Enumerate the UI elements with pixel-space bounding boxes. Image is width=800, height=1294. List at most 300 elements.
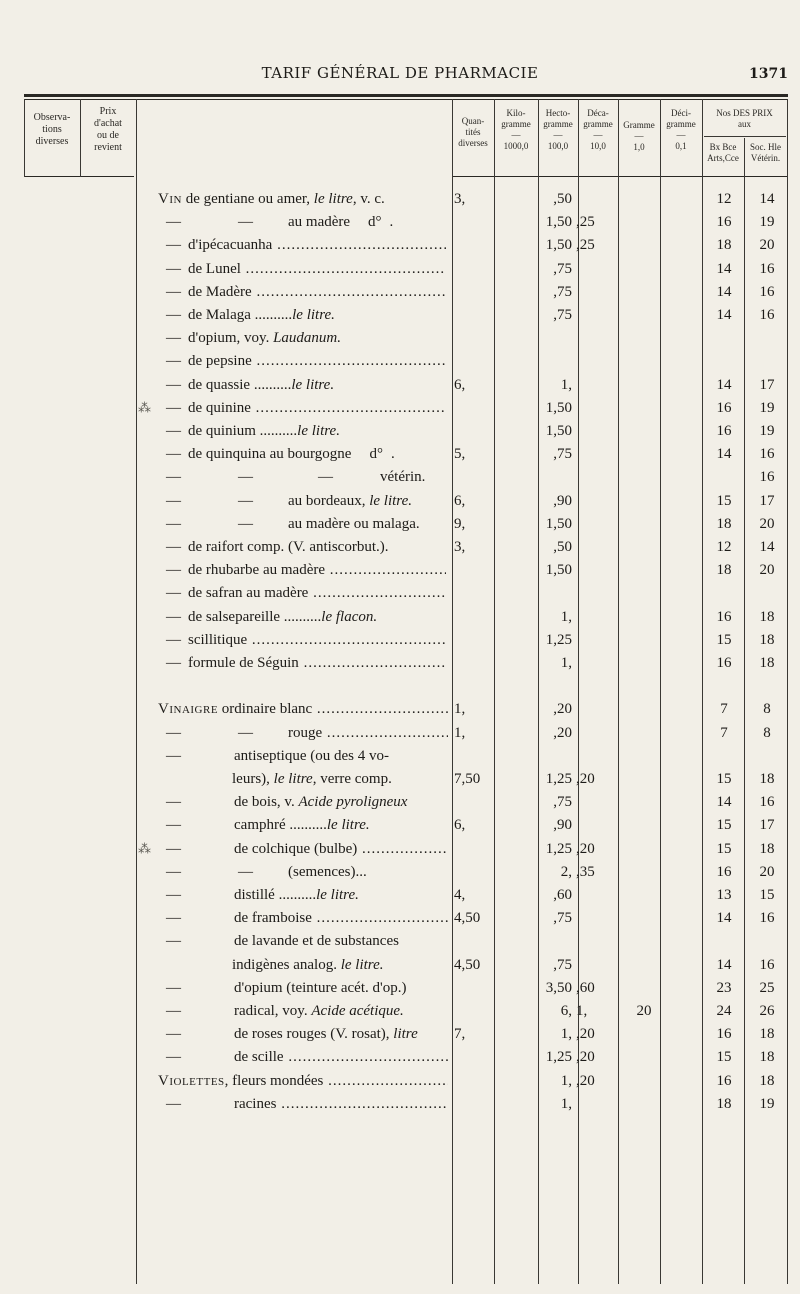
decagramme-price-cell: ,20: [576, 771, 595, 787]
tarif-number-arts: 16: [716, 214, 732, 231]
header-kilogramme: Kilo- gramme — 1000,0: [501, 108, 531, 151]
tarif-number-arts: 14: [716, 956, 732, 973]
quantity-cell: 4,50: [454, 910, 481, 927]
tarif-number-arts: 15: [716, 631, 732, 648]
tarif-number-arts: 14: [716, 307, 732, 323]
decagramme-price-cell: ,25: [576, 237, 595, 254]
unit-note: le litre.: [297, 423, 340, 439]
description-text: de roses rouges (V. rosat),: [234, 1026, 394, 1043]
hectogramme-price-cell: 1,25: [545, 1049, 572, 1066]
nos-rule: [704, 136, 786, 137]
ditto-dash: —: [166, 376, 181, 393]
entry-head: Violettes: [158, 1072, 225, 1089]
item-description: [188, 234, 446, 256]
tarif-number-arts: 16: [716, 1026, 732, 1043]
tarif-number-veterin: 18: [759, 1026, 775, 1043]
ditto-dash: —: [166, 446, 181, 463]
tarif-number-veterin: 16: [759, 910, 775, 927]
ditto-dash: —: [238, 469, 253, 486]
ditto-dash: —: [166, 655, 181, 671]
item-description: [188, 374, 446, 396]
item-description: [188, 559, 446, 581]
ditto-dash: —: [166, 1026, 181, 1043]
dot-leader: ..........: [274, 887, 317, 903]
hectogramme-price-cell: ,75: [553, 260, 572, 277]
table-row: [0, 1046, 800, 1068]
description-text: de raifort comp. (V. antiscorbut.).: [188, 539, 389, 555]
hectogramme-price-cell: ,75: [553, 446, 572, 463]
description-text: indigènes analog.: [232, 956, 341, 973]
tarif-number-veterin: 19: [759, 399, 775, 416]
hectogramme-price-cell: 1,: [560, 1072, 572, 1089]
ditto-dash: —: [166, 1095, 181, 1112]
tarif-number-arts: 15: [716, 840, 732, 857]
ditto-dash: —: [166, 979, 181, 996]
hectogramme-price-cell: 1,50: [545, 515, 572, 532]
description-text: de scille: [234, 1049, 284, 1066]
table-row: [0, 374, 800, 396]
unit-note: le litre.: [292, 307, 335, 323]
dot-leader: [357, 841, 448, 857]
unit-note: Acide pyroligneux: [298, 794, 408, 811]
description-text: camphré: [234, 817, 286, 834]
description-text: au madère: [288, 214, 351, 231]
decagramme-price-cell: ,60: [576, 979, 595, 996]
table-row: [0, 1093, 800, 1115]
hectogramme-price-cell: 1,: [560, 655, 572, 671]
tarif-number-arts: 14: [716, 260, 732, 277]
header-observations: Observa- tions diverses: [33, 112, 71, 147]
table-row: [0, 397, 800, 419]
ditto-dash: —: [166, 794, 181, 811]
hectogramme-price-cell: ,75: [553, 283, 572, 300]
header-quantites: Quan- tités diverses: [458, 116, 488, 148]
decagramme-price-cell: ,20: [576, 1026, 595, 1043]
ditto-dash: —: [166, 585, 181, 602]
item-description: [232, 954, 448, 976]
description-text: d'ipécacuanha: [188, 237, 273, 254]
tarif-number-veterin: 18: [759, 655, 775, 671]
unit-note: Acide acétique.: [311, 1003, 404, 1019]
tarif-number-arts: 12: [716, 191, 732, 207]
hectogramme-price-cell: ,75: [553, 956, 572, 973]
tarif-number-arts: 24: [716, 1003, 732, 1019]
item-description: [188, 420, 446, 442]
ditto-dash: —: [166, 214, 181, 231]
tarif-number-veterin: 19: [759, 1095, 775, 1112]
tarif-number-veterin: 19: [759, 423, 775, 439]
item-description: [234, 814, 448, 836]
ditto-dash: —: [166, 562, 181, 579]
ditto-dash: —: [238, 515, 253, 532]
dot-leader: [241, 261, 446, 277]
table-row: [0, 1023, 800, 1045]
table-row: [0, 930, 800, 952]
item-description: [234, 1093, 448, 1115]
description-text: de quinquina au bourgogne: [188, 446, 352, 463]
hectogramme-price-cell: 1,50: [545, 237, 572, 254]
item-description: [188, 258, 446, 280]
tarif-number-arts: 14: [716, 376, 732, 393]
table-row: [0, 606, 800, 628]
table-row: [0, 698, 800, 720]
ditto-dash: —: [166, 1049, 181, 1066]
tarif-number-veterin: 20: [759, 515, 775, 532]
table-row: [0, 907, 800, 929]
tarif-number-veterin: 16: [759, 469, 775, 486]
tarif-number-veterin: 18: [759, 840, 775, 857]
ditto-dash: —: [166, 515, 181, 532]
table-row: [0, 327, 800, 349]
description-text: antiseptique (ou des 4 vo-: [234, 747, 389, 764]
ditto-dash: —: [166, 933, 181, 950]
unit-note: Laudanum.: [273, 330, 342, 347]
table-row: [0, 977, 800, 999]
item-description: [234, 745, 448, 767]
ditto-dash: —: [166, 469, 181, 486]
tarif-number-veterin: 14: [759, 539, 775, 555]
tarif-number-veterin: 17: [759, 492, 775, 509]
description-text: d'opium, voy.: [188, 330, 274, 347]
tarif-number-veterin: 16: [759, 307, 775, 323]
description-text: vétérin.: [380, 469, 426, 486]
hectogramme-price-cell: 1,50: [545, 562, 572, 579]
tarif-number-arts: 14: [716, 794, 732, 811]
entry-head: Vin: [158, 191, 182, 207]
tarif-number-veterin: 18: [759, 608, 775, 625]
dot-leader: [276, 1096, 448, 1112]
quantity-cell: 7,: [454, 1026, 466, 1043]
entry-head: Vinaigre: [158, 701, 219, 718]
unit-note: le litre.: [291, 376, 335, 393]
ditto-dash: —: [166, 539, 181, 555]
item-description: Violettes, fleurs mondées .....: [158, 1070, 448, 1092]
tarif-number-arts: 16: [716, 423, 732, 439]
description-text: de lavande et de substances: [234, 933, 399, 950]
table-row: [0, 350, 800, 372]
page-number: 1371: [749, 66, 788, 82]
tarif-number-veterin: 16: [759, 956, 775, 973]
tarif-number-veterin: 20: [759, 237, 775, 254]
tarif-number-arts: 14: [716, 283, 732, 300]
table-row: [0, 490, 800, 512]
table-row: [0, 420, 800, 442]
decagramme-price-cell: 1,: [576, 1003, 588, 1019]
description-tail: , verre comp.: [312, 771, 392, 787]
description-text: de Lunel: [188, 260, 241, 277]
item-description: [234, 977, 448, 999]
item-description: [188, 629, 446, 651]
quantity-cell: 7,50: [454, 771, 481, 787]
header-decagramme: Déca- gramme — 10,0: [583, 108, 613, 151]
ditto-dot: .: [390, 446, 395, 463]
ditto-mark: d°: [368, 214, 382, 231]
table-row: [0, 188, 800, 210]
dot-leader: [284, 1049, 448, 1065]
item-description: [188, 606, 446, 628]
item-description: [232, 768, 448, 790]
quantity-cell: 1,: [454, 701, 466, 718]
table-row: [0, 861, 800, 883]
table-row: [0, 768, 800, 790]
table-row: [0, 559, 800, 581]
item-description: [234, 791, 448, 813]
item-description: [288, 513, 448, 535]
quantity-cell: 4,: [454, 887, 466, 903]
table-row: [0, 814, 800, 836]
dot-leader: [325, 562, 446, 578]
dot-leader: [252, 284, 446, 300]
description-text: (semences)...: [288, 863, 367, 880]
tarif-number-arts: 7: [720, 701, 728, 718]
table-row: [0, 884, 800, 906]
unit-note: litre: [393, 1026, 418, 1043]
dot-leader: [272, 237, 446, 253]
unit-note: le litre: [273, 771, 313, 787]
hectogramme-price-cell: 1,50: [545, 399, 572, 416]
hectogramme-price-cell: 1,50: [545, 423, 572, 439]
hectogramme-price-cell: 1,50: [545, 214, 572, 231]
unit-note: le flacon.: [321, 608, 378, 625]
hectogramme-price-cell: ,90: [553, 492, 572, 509]
description-text: de bois, v.: [234, 794, 299, 811]
table-row: [0, 211, 800, 233]
description-text: de Malaga: [188, 307, 251, 323]
quantity-cell: 9,: [454, 515, 466, 532]
item-description: [288, 722, 448, 744]
tarif-number-arts: 14: [716, 446, 732, 463]
table-row: [0, 258, 800, 280]
item-description: [288, 490, 448, 512]
tarif-number-veterin: 18: [759, 771, 775, 787]
description-text: de pepsine: [188, 353, 252, 370]
decagramme-price-cell: ,20: [576, 840, 595, 857]
tarif-number-arts: 12: [716, 539, 732, 555]
tarif-number-arts: 14: [716, 910, 732, 927]
ditto-dash: —: [166, 492, 181, 509]
dot-leader: [251, 400, 446, 416]
quantity-cell: 6,: [454, 376, 466, 393]
ditto-dash: —: [166, 353, 181, 370]
description-tail: , v. c.: [352, 191, 385, 207]
quantity-cell: 4,50: [454, 956, 481, 973]
hectogramme-price-cell: ,50: [553, 539, 572, 555]
table-row: [0, 1070, 800, 1092]
description-text: rouge: [288, 724, 323, 741]
description-text: formule de Séguin: [188, 655, 299, 671]
dot-leader: [312, 701, 448, 717]
ditto-dash: —: [166, 1003, 181, 1019]
ditto-dash: —: [166, 237, 181, 254]
quantity-cell: 6,: [454, 817, 466, 834]
ditto-dash: —: [238, 492, 253, 509]
ditto-dash: —: [166, 330, 181, 347]
tarif-number-veterin: 20: [759, 562, 775, 579]
tarif-number-arts: 15: [716, 817, 732, 834]
tarif-number-veterin: 26: [759, 1003, 775, 1019]
description-text: distillé: [234, 887, 275, 903]
hectogramme-price-cell: ,60: [553, 887, 572, 903]
unit-note: le litre.: [326, 817, 370, 834]
tarif-number-veterin: 14: [759, 191, 775, 207]
decagramme-price-cell: ,35: [576, 863, 595, 880]
item-description: [188, 350, 446, 372]
ditto-dash: —: [166, 399, 181, 416]
header-rule-right: [452, 176, 788, 177]
quantity-cell: 1,: [454, 724, 466, 741]
dot-leader: [323, 1073, 448, 1089]
tarif-number-veterin: 16: [759, 283, 775, 300]
dot-leader: [299, 655, 446, 671]
description-text: scillitique: [188, 631, 248, 648]
description-text: radical, voy.: [234, 1003, 312, 1019]
hectogramme-price-cell: 1,: [560, 1095, 572, 1112]
dot-leader: [308, 585, 446, 601]
ditto-dash: —: [166, 260, 181, 277]
item-description: [188, 582, 446, 604]
description-text: de salsepareille: [188, 608, 281, 625]
table-row: [0, 234, 800, 256]
tarif-number-veterin: 18: [759, 1049, 775, 1066]
header-decigramme: Déci- gramme — 0,1: [666, 108, 696, 151]
item-description: Vin de gentiane ou amer, le litre, v. c.: [158, 191, 385, 207]
description-text: de quassie: [188, 376, 251, 393]
top-rule-thin: [24, 99, 788, 100]
hectogramme-price-cell: ,90: [553, 817, 572, 834]
tarif-number-arts: 15: [716, 1049, 732, 1066]
ditto-dash: —: [166, 631, 181, 648]
item-description: [234, 930, 448, 952]
ditto-dash: —: [166, 423, 181, 439]
item-description: [188, 536, 446, 558]
ditto-dash: —: [166, 817, 181, 834]
ditto-dash: —: [318, 469, 333, 486]
hectogramme-price-cell: ,75: [553, 794, 572, 811]
item-description: [188, 652, 446, 674]
dot-leader: [312, 910, 448, 926]
table-row: [0, 582, 800, 604]
decagramme-price-cell: ,20: [576, 1072, 595, 1089]
tarif-number-arts: 15: [716, 771, 732, 787]
item-description: [188, 281, 446, 303]
hectogramme-price-cell: ,50: [553, 191, 572, 207]
hectogramme-price-cell: 1,25: [545, 631, 572, 648]
item-description: [234, 907, 448, 929]
hectogramme-price-cell: ,20: [553, 724, 572, 741]
item-description: [234, 884, 448, 906]
tarif-number-veterin: 16: [759, 260, 775, 277]
hectogramme-price-cell: ,75: [553, 910, 572, 927]
tarif-number-veterin: 8: [763, 724, 771, 741]
ditto-dash: —: [166, 283, 181, 300]
ditto-dash: —: [166, 724, 181, 741]
tarif-number-veterin: 8: [763, 701, 771, 718]
tarif-number-veterin: 18: [759, 1072, 775, 1089]
item-description: [288, 211, 448, 233]
ditto-dash: —: [166, 887, 181, 903]
tarif-number-arts: 16: [716, 863, 732, 880]
decagramme-price-cell: ,20: [576, 1049, 595, 1066]
description-text: de Madère: [188, 283, 252, 300]
item-description: [234, 1046, 448, 1068]
ditto-dash: —: [166, 307, 181, 323]
table-row: [0, 513, 800, 535]
dot-leader: [247, 632, 446, 648]
table-row: [0, 536, 800, 558]
ditto-dash: —: [166, 608, 181, 625]
description-text: de safran au madère: [188, 585, 309, 602]
table-row: [0, 443, 800, 465]
hectogramme-price-cell: 3,50: [545, 979, 572, 996]
hectogramme-price-cell: 1,: [560, 608, 572, 625]
table-row: [0, 722, 800, 744]
item-description: [288, 861, 448, 883]
ditto-dash: —: [238, 724, 253, 741]
header-hectogramme: Hecto- gramme — 100,0: [543, 108, 573, 151]
tarif-number-veterin: 25: [759, 979, 775, 996]
ditto-mark: d°: [369, 446, 383, 463]
tarif-number-arts: 16: [716, 399, 732, 416]
dot-leader: ..........: [280, 608, 322, 625]
table-row: [0, 791, 800, 813]
running-title: TARIF GÉNÉRAL DE PHARMACIE: [261, 64, 539, 82]
hectogramme-price-cell: 1,25: [545, 771, 572, 787]
tarif-number-arts: 18: [716, 237, 732, 254]
hectogramme-price-cell: ,20: [553, 701, 572, 718]
table-row: [0, 745, 800, 767]
tarif-number-veterin: 17: [759, 817, 775, 834]
item-description: [380, 466, 448, 488]
tarif-number-veterin: 16: [759, 446, 775, 463]
tarif-number-arts: 7: [720, 724, 728, 741]
marker-icon: ⁂: [138, 840, 151, 856]
table-row: [0, 675, 800, 697]
item-description: [188, 443, 446, 465]
dot-leader: ..........: [250, 376, 292, 393]
table-row: [0, 954, 800, 976]
dot-leader: [252, 353, 446, 369]
decagramme-price-cell: ,25: [576, 214, 595, 231]
table-row: [0, 838, 800, 860]
description-text: au madère ou malaga.: [288, 515, 420, 532]
description-text: au bordeaux,: [288, 492, 370, 509]
quantity-cell: 5,: [454, 446, 466, 463]
description-text: de quinine: [188, 399, 251, 416]
tarif-number-arts: 13: [716, 887, 732, 903]
header-gramme: Gramme — 1,0: [623, 120, 655, 152]
item-description: [234, 1000, 448, 1022]
item-description: [234, 838, 448, 860]
ditto-dash: —: [238, 214, 253, 231]
dot-leader: ..........: [255, 423, 298, 439]
item-description: [188, 304, 446, 326]
tarif-number-veterin: 16: [759, 794, 775, 811]
description-text: de colchique (bulbe): [234, 840, 358, 857]
tarif-number-arts: 18: [716, 515, 732, 532]
description-text: de quinium: [188, 423, 256, 439]
tarif-number-arts: 16: [716, 1072, 732, 1089]
description-text: de rhubarbe au madère: [188, 562, 326, 579]
tarif-number-arts: 18: [716, 1095, 732, 1112]
tarif-number-arts: 16: [716, 655, 732, 671]
item-description: [188, 397, 446, 419]
description-text: leurs),: [232, 771, 274, 787]
hectogramme-price-cell: 1,25: [545, 840, 572, 857]
hectogramme-price-cell: 6,: [560, 1003, 572, 1019]
unit-note: le litre: [313, 191, 353, 207]
header-prix: Prix d'achat ou de revient: [94, 106, 122, 153]
tarif-number-arts: 18: [716, 562, 732, 579]
